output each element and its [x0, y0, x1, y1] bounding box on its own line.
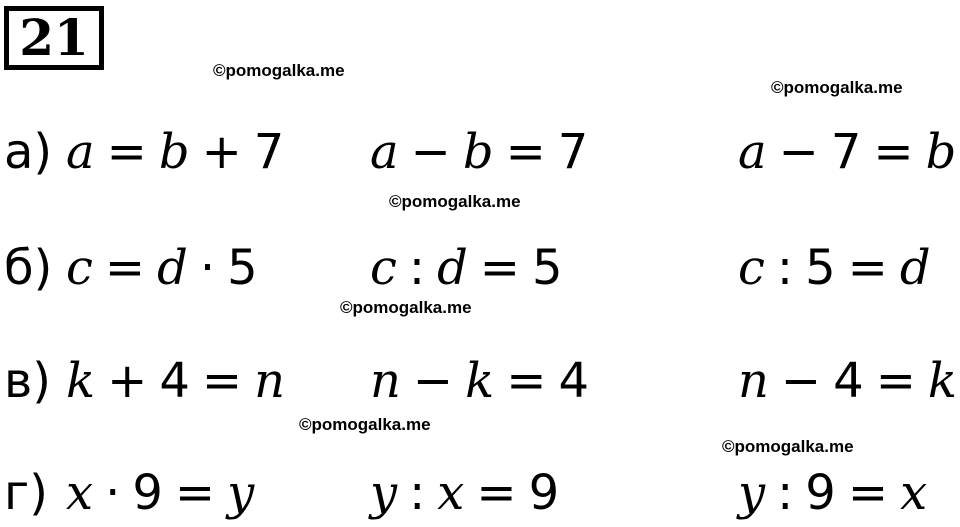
operator: =: [201, 353, 243, 409]
variable: b: [158, 124, 190, 180]
variable: c: [370, 240, 397, 296]
operator: =: [174, 465, 216, 521]
variable: n: [254, 353, 285, 409]
number: 9: [528, 465, 560, 521]
operator: ·: [199, 240, 216, 296]
number: 5: [532, 240, 563, 296]
operator: :: [777, 465, 794, 521]
variable: d: [437, 240, 468, 296]
row-label: в): [4, 353, 52, 409]
watermark: ©pomogalka.me: [389, 192, 521, 211]
variable: y: [738, 465, 766, 521]
watermark: ©pomogalka.me: [299, 415, 431, 434]
problem-number: 21: [19, 8, 89, 67]
equation-row-g: [0, 463, 960, 523]
row-label: а): [4, 124, 53, 180]
equation: [370, 463, 559, 523]
equation: [66, 122, 284, 182]
number: 5: [805, 240, 836, 296]
variable: n: [738, 353, 769, 409]
operator: :: [409, 465, 426, 521]
variable: c: [66, 240, 93, 296]
variable: a: [66, 124, 95, 180]
variable: k: [927, 353, 957, 409]
operator: =: [873, 124, 914, 180]
operator: =: [506, 353, 547, 409]
equation: [738, 463, 927, 523]
variable: y: [370, 465, 398, 521]
number: 4: [159, 353, 190, 409]
variable: x: [66, 465, 94, 521]
variable: d: [157, 240, 188, 296]
variable: x: [437, 465, 465, 521]
variable: a: [370, 124, 399, 180]
operator: =: [875, 353, 916, 409]
equation: [66, 238, 258, 298]
operator: =: [847, 465, 889, 521]
equation: [738, 351, 957, 411]
equation: [66, 463, 254, 523]
number: 7: [557, 124, 589, 180]
watermark: ©pomogalka.me: [722, 437, 854, 456]
equation: [66, 351, 285, 411]
variable: x: [900, 465, 928, 521]
operator: =: [476, 465, 517, 521]
variable: a: [738, 124, 767, 180]
operator: =: [104, 240, 146, 296]
operator: =: [106, 124, 147, 180]
operator: =: [505, 124, 546, 180]
number: 7: [830, 124, 862, 180]
problem-number-box: [4, 6, 104, 70]
equation: [370, 351, 589, 411]
watermark: ©pomogalka.me: [771, 78, 903, 97]
watermark: ©pomogalka.me: [340, 298, 472, 317]
operator: −: [412, 353, 454, 409]
operator: −: [778, 124, 819, 180]
operator: =: [847, 240, 888, 296]
variable: b: [925, 124, 957, 180]
number: 7: [253, 124, 285, 180]
row-label: г): [4, 465, 48, 521]
number: 4: [833, 353, 864, 409]
equation: [738, 238, 931, 298]
operator: −: [780, 353, 822, 409]
operator: ·: [105, 465, 121, 521]
equation-row-b: [0, 238, 960, 298]
operator: −: [410, 124, 451, 180]
row-label: б): [4, 240, 53, 296]
variable: y: [227, 465, 255, 521]
operator: :: [408, 240, 426, 296]
equation: [370, 122, 588, 182]
watermark: ©pomogalka.me: [213, 61, 345, 80]
operator: :: [776, 240, 794, 296]
equation-row-v: [0, 351, 960, 411]
equation: [738, 122, 956, 182]
number: 4: [558, 353, 589, 409]
number: 9: [805, 465, 836, 521]
variable: b: [462, 124, 494, 180]
operator: +: [201, 124, 242, 180]
number: 5: [227, 240, 258, 296]
number: 9: [132, 465, 163, 521]
variable: k: [66, 353, 96, 409]
operator: +: [107, 353, 148, 409]
variable: k: [465, 353, 495, 409]
variable: n: [370, 353, 401, 409]
variable: d: [899, 240, 931, 296]
equation-row-a: [0, 122, 960, 182]
operator: =: [479, 240, 521, 296]
variable: c: [738, 240, 765, 296]
equation: [370, 238, 563, 298]
